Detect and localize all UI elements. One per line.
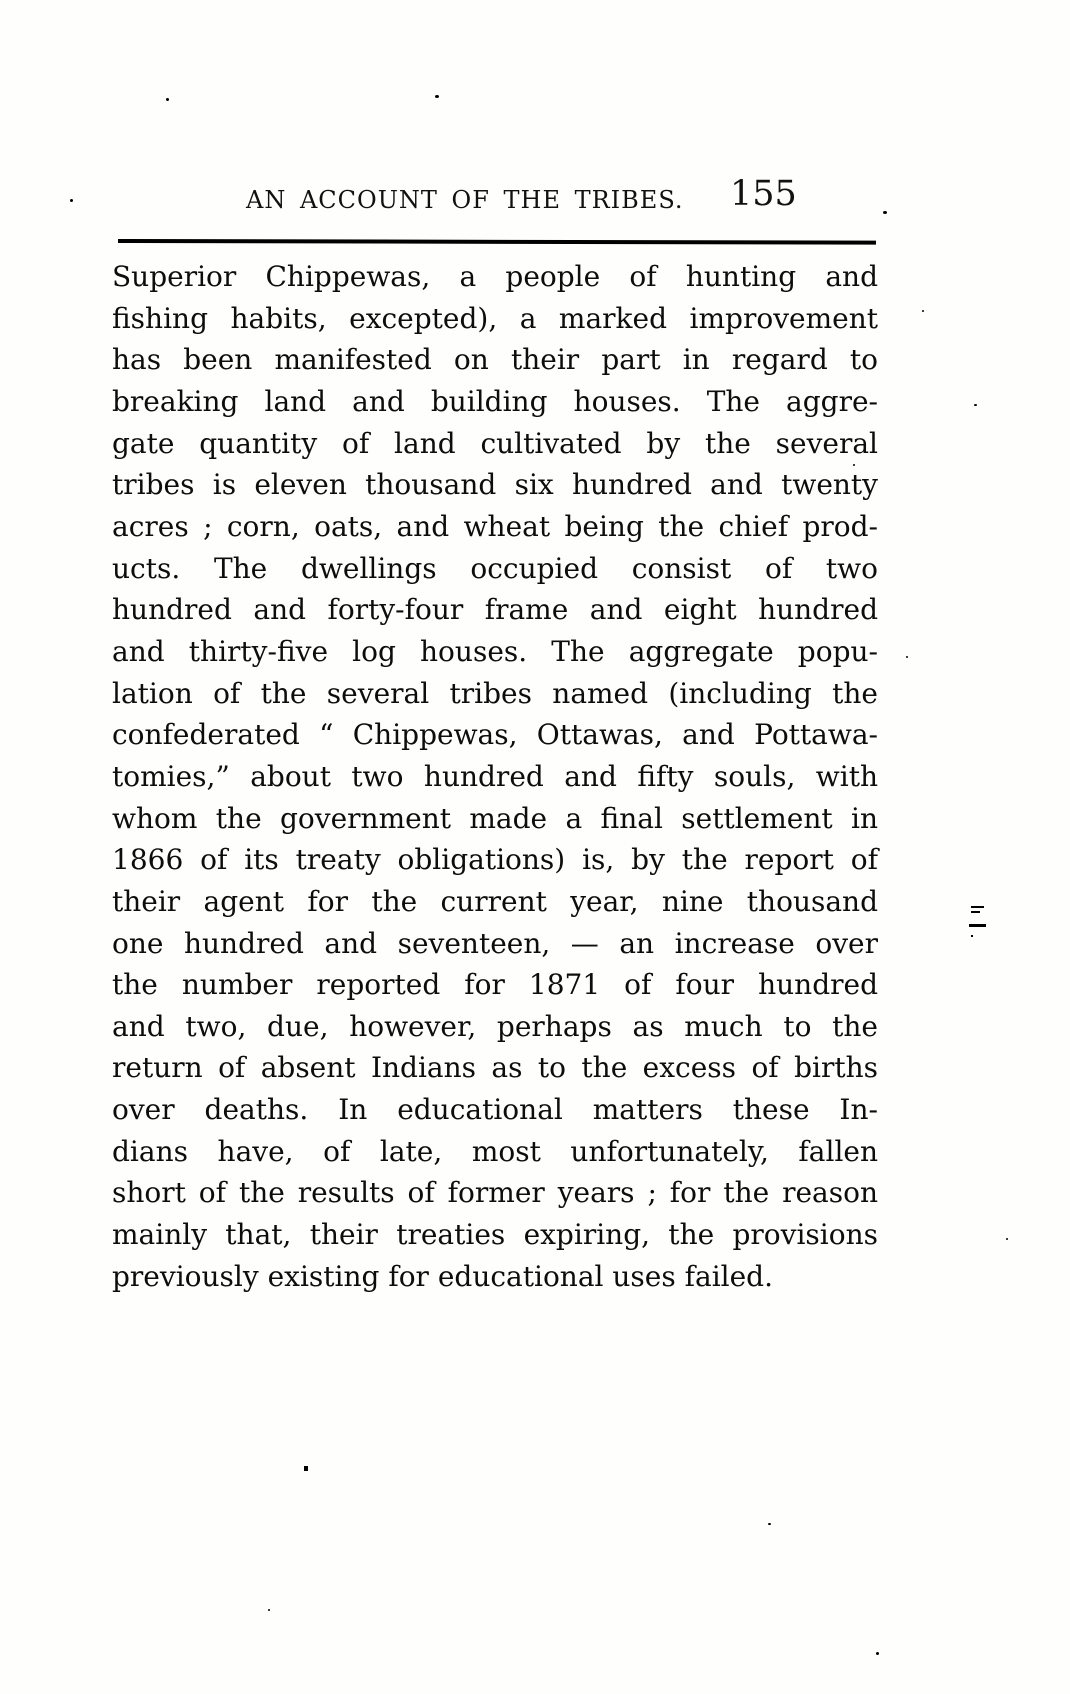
text-line: ucts. The dwellings occupied consist of two [112, 551, 878, 585]
text-line: and two, due, however, perhaps as much to the [112, 1009, 878, 1043]
text-line: 1866 of its treaty obligations) is, by the report of [112, 843, 878, 877]
page-number: 155 [730, 174, 797, 214]
scan-speck [922, 310, 924, 312]
text-line: fishing habits, excepted), a marked improvement [112, 301, 878, 335]
text-line: has been manifested on their part in regard to [112, 343, 878, 377]
text-line: their agent for the current year, nine thousand [112, 884, 878, 918]
text-line: dians have, of late, most unfortunately, fallen [112, 1134, 878, 1168]
scan-speck [70, 199, 73, 202]
text-line: tribes is eleven thousand six hundred and twenty [112, 468, 878, 502]
scan-speck [876, 1652, 879, 1655]
header-rule [118, 239, 876, 245]
text-line: breaking land and building houses. The aggre- [112, 384, 878, 418]
text-line: whom the government made a final settlement in [112, 801, 878, 835]
text-line: mainly that, their treaties expiring, the provisions [112, 1218, 878, 1252]
margin-mark [971, 906, 984, 908]
text-line: gate quantity of land cultivated by the several [112, 426, 878, 460]
scan-speck [906, 656, 908, 658]
text-line: lation of the several tribes named (including the [112, 676, 878, 710]
text-line: one hundred and seventeen, — an increase over [112, 926, 878, 960]
scan-speck [304, 1466, 308, 1471]
text-line: tomies,” about two hundred and fifty souls, with [112, 759, 878, 793]
scan-speck [1006, 1238, 1008, 1240]
text-line: confederated “ Chippewas, Ottawas, and Pottawa- [112, 718, 878, 752]
text-line: hundred and forty-four frame and eight hundred [112, 593, 878, 627]
scan-speck [974, 404, 977, 406]
text-line: acres ; corn, oats, and wheat being the chief prod- [112, 509, 878, 543]
text-line: the number reported for 1871 of four hundred [112, 968, 878, 1002]
scan-speck [883, 211, 887, 214]
scan-speck [768, 1523, 771, 1525]
scan-speck [268, 1609, 270, 1611]
scan-speck [166, 98, 169, 101]
text-line: previously existing for educational uses failed. [112, 1259, 773, 1293]
body-paragraph [112, 256, 878, 1297]
scan-speck [853, 464, 855, 466]
text-line: short of the results of former years ; for the reason [112, 1176, 878, 1210]
text-line: and thirty-five log houses. The aggregate popu- [112, 634, 878, 668]
margin-mark [969, 924, 986, 927]
margin-mark [971, 935, 973, 937]
scan-speck [435, 95, 439, 98]
running-head-title: AN ACCOUNT OF THE TRIBES. [246, 186, 684, 214]
text-line: return of absent Indians as to the excess of births [112, 1051, 878, 1085]
text-line: Superior Chippewas, a people of hunting and [112, 260, 878, 293]
text-line: over deaths. In educational matters these In- [112, 1093, 878, 1127]
margin-mark [971, 911, 980, 913]
